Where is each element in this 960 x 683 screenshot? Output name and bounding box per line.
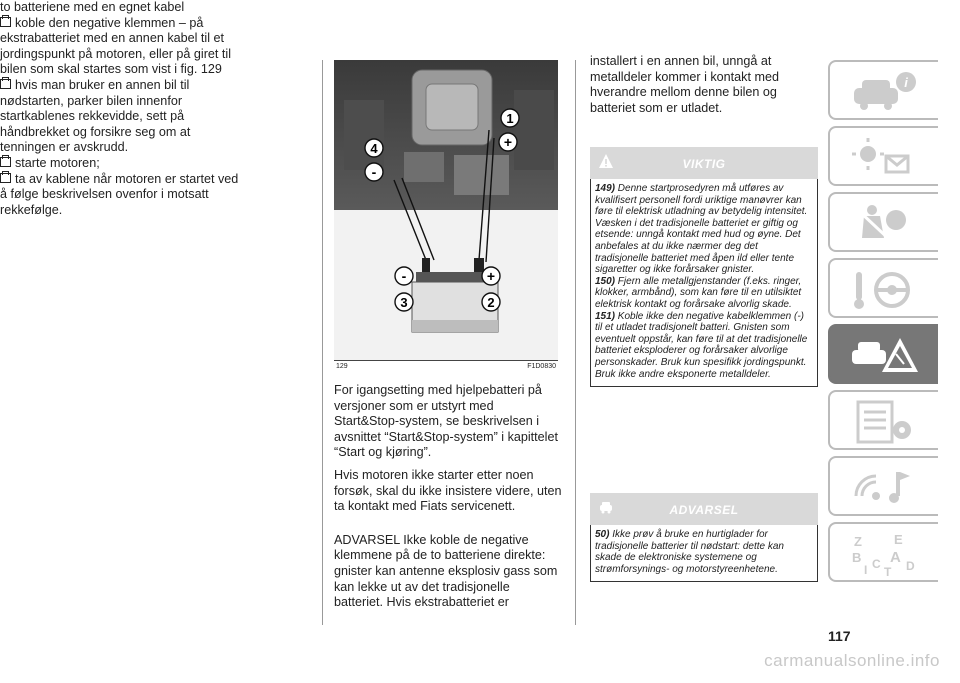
index-letter: A: [890, 549, 901, 566]
column-divider: [575, 60, 576, 625]
label-3: [395, 293, 413, 311]
tab-safety[interactable]: [828, 192, 938, 252]
item-number: 50): [595, 529, 610, 540]
col1-bullet-item: [0, 156, 240, 172]
car-emergency-warning-icon: [850, 334, 920, 378]
index-letter: E: [894, 532, 903, 547]
watermark-text: carmanualsonline.info: [764, 651, 940, 670]
jump-start-figure: [334, 60, 558, 360]
index-letter: D: [906, 559, 915, 573]
column-divider: [322, 60, 323, 625]
label-text: +: [503, 134, 513, 150]
item-text: Koble ikke den negative kabelklemmen (-) til et utladet tradisjonelt batteri. Gnisten som eventuelt oppstår, kan føre til at det tradisjonelle batteriet eksploderer og forårsaker alvorlige personskader. Bruk kun spesifikk jordingspunkt. Bruk ikke andre eksponerte metalldeler.: [595, 310, 808, 380]
col1-line: [0, 0, 240, 16]
tab-multimedia[interactable]: [828, 456, 938, 516]
engine-part: [514, 90, 554, 170]
engine-part: [344, 100, 384, 170]
column-1: [0, 0, 240, 218]
column-3: [590, 54, 820, 116]
col3-paragraph: installert i en annen bil, unngå at metalldeler kommer i kontakt med hverandre mellom denne bilen og batteriet som er utladet.: [590, 54, 779, 115]
col1-text: hvis man bruker en annen bil til nødstarten, parker bilen innenfor startkablenes rekkevidde, sett på håndbrekket og forsikre seg om at tenningen er avskrudd.: [0, 77, 191, 155]
index-letter: I: [864, 563, 868, 576]
label-text: 2: [487, 295, 495, 310]
multimedia-icon: [850, 466, 920, 510]
dashboard-lights-icon: [850, 136, 920, 180]
index-letter: B: [852, 550, 862, 565]
checkbox-bullet-icon: [0, 79, 11, 89]
label-text: 4: [370, 141, 378, 156]
viktig-box: [590, 147, 818, 387]
engine-part: [454, 155, 509, 195]
advarsel-item: [595, 529, 813, 575]
col1-bullet-item: [0, 78, 240, 156]
figure-caption: [334, 360, 558, 370]
label-text: 1: [506, 111, 514, 126]
advarsel-title: ADVARSEL: [669, 503, 739, 517]
col2-paragraph: Hvis motoren ikke starter etter noen forsøk, skal du ikke insistere videre, uten ta kontakt med Fiats servicenett.: [334, 467, 562, 514]
tab-driving[interactable]: [828, 258, 938, 318]
label-minus-top: [365, 163, 383, 181]
label-text: +: [486, 268, 496, 284]
column-2: [334, 383, 562, 618]
engine-cover-top: [426, 84, 478, 130]
col1-text: to batteriene med en egnet kabel: [0, 0, 185, 14]
engine-part: [404, 152, 444, 182]
viktig-item: [595, 183, 813, 276]
item-number: 151): [595, 310, 616, 322]
viktig-header: [590, 147, 818, 179]
item-text: Ikke prøv å bruke en hurtiglader for tradisjonelle batterier til nødstart: dette kan skade de elektroniske systemene og strømforsynings- og motorstyreenhetene.: [595, 529, 784, 575]
label-minus-battery: [395, 267, 413, 285]
col1-text: ta av kablene når motoren er startet ved å følge beskrivelsen ovenfor i motsatt rekkefølge.: [0, 171, 239, 217]
col1-text: koble den negative klemmen – på ekstrabatteriet med en annen kabel til et jordingspunkt på motoren, eller på giret til bilen som skal startes som vist i fig. 129: [0, 15, 232, 77]
index-letter: Z: [854, 534, 862, 549]
car-info-icon: [850, 70, 920, 114]
figure-number: 129: [336, 363, 348, 370]
viktig-body: [590, 179, 818, 387]
viktig-item: [595, 311, 813, 381]
tab-dashboard-lights[interactable]: [828, 126, 938, 186]
label-text: -: [371, 164, 377, 180]
viktig-item: [595, 276, 813, 311]
col1-text: starte motoren;: [15, 155, 100, 170]
airbag-safety-icon: [850, 202, 920, 246]
checkbox-bullet-icon: [0, 17, 11, 27]
col1-bullet-item: [0, 172, 240, 219]
label-1: [501, 109, 519, 127]
tab-maintenance[interactable]: [828, 390, 938, 450]
engine-battery-illustration: [334, 60, 558, 360]
item-text: Denne startprosedyren må utføres av kvalifisert personell fordi uriktige manøvrer kan føre til elektrisk utladning av betydelig intensitet. Væsken i det tradisjonelle batteriet er giftig og etsende: unngå kontakt med hud og øyne. Det anbefales at du ikke nærmer deg det tradisjonelle batteriet med åpen ild eller tente sigaretter og ikke forårsaker gnister.: [595, 183, 808, 276]
battery-base: [412, 320, 498, 332]
index-icon: [850, 532, 920, 576]
advarsel-box: [590, 493, 818, 582]
item-number: 149): [595, 183, 616, 194]
col2-paragraph: ADVARSEL Ikke koble de negative klemmene på de to batteriene direkte: gnister kan antenne eksplosiv gass som kan lekke ut av det tradisjonelle batteriet. Hvis ekstrabatteriet er: [334, 532, 558, 610]
advarsel-body: [590, 525, 818, 582]
checkbox-bullet-icon: [0, 157, 11, 167]
steering-wheel-key-icon: [850, 268, 920, 312]
viktig-title: VIKTIG: [682, 157, 726, 171]
col2-paragraph: For igangsetting med hjelpebatteri på versjoner som er utstyrt med Start&Stop-system, se beskrivelsen i avsnittet “Start&Stop-system” i kapittelet “Start og kjøring”.: [334, 383, 558, 460]
checkbox-bullet-icon: [0, 173, 11, 183]
label-2: [482, 293, 500, 311]
label-4: [365, 139, 383, 157]
figure-code: F1D0830: [527, 363, 556, 370]
maintenance-list-icon: [850, 400, 920, 444]
index-letter: T: [884, 565, 892, 576]
col1-bullet-item: [0, 16, 240, 78]
item-text: Fjern alle metallgjenstander (f.eks. ringer, klokker, armbånd), som kan føre til en utilsiktet elektrisk kontakt og forårsake alvorlig skade.: [595, 275, 802, 310]
svg-text:i: i: [904, 75, 908, 90]
label-text: 3: [400, 295, 408, 310]
page-number: 117: [828, 628, 851, 644]
tab-car-info[interactable]: [828, 60, 938, 120]
index-letter: C: [872, 557, 881, 571]
label-plus-top: [499, 133, 517, 151]
advarsel-header: [590, 493, 818, 525]
tab-index[interactable]: [828, 522, 938, 582]
label-plus-battery: [482, 267, 500, 285]
label-text: -: [401, 268, 407, 284]
tab-emergency[interactable]: [828, 324, 938, 384]
item-number: 150): [595, 275, 616, 287]
